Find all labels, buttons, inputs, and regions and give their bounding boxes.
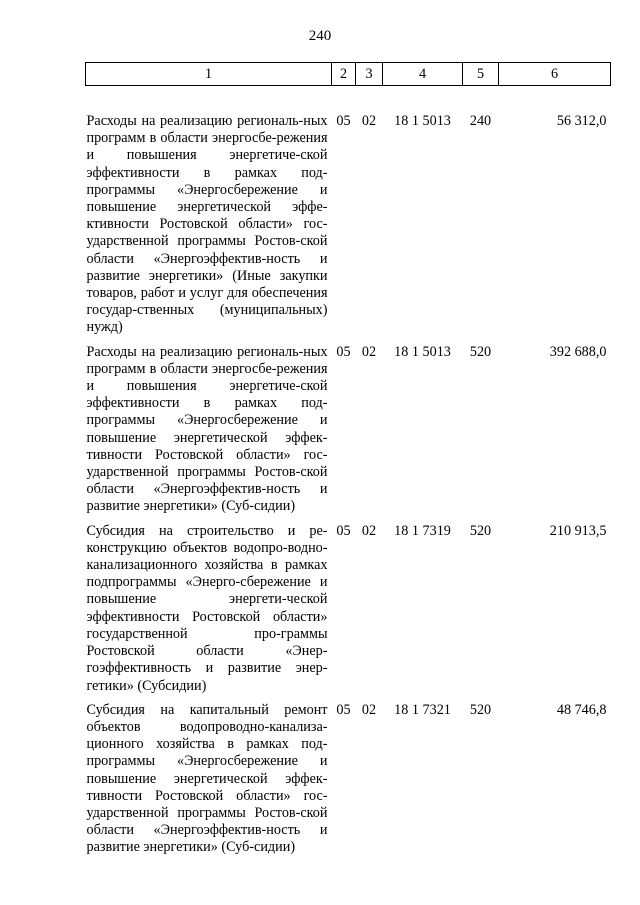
row-subsection: 02 — [361, 522, 377, 539]
row-description: Субсидия на строительство и ре-конструкцию объектов водопро-водно-канализационного хозяйства в рамках подпрограммы «Энерго-сбережение и повышение энергети-ческой эффективности Ростовской области» государственной про-граммы Ростовской области «Энер-гоэффективность и развитие энер-гетики» (Субсидии) — [86, 522, 328, 694]
row-description: Субсидия на капитальный ремонт объектов водопроводно-канализа-ционного хозяйства в рамках под-программы «Энергосбережение и повышение энергетической эффек-тивности Ростовской области» гос-ударственной программы Ростов-ской области «Энергоэффектив-ность и развитие энергетики» (Суб-сидии) — [86, 701, 328, 856]
row-expense-type: 520 — [469, 522, 492, 539]
row-section: 05 — [336, 522, 351, 539]
row-section: 05 — [336, 343, 351, 360]
table-row — [86, 337, 611, 516]
row-target-article: 18 1 5013 — [394, 113, 451, 129]
column-header-3: 3 — [356, 63, 383, 86]
row-subsection: 02 — [361, 701, 377, 718]
row-amount: 210 913,5 — [549, 522, 607, 539]
table-row — [86, 86, 611, 337]
header-row — [86, 63, 611, 86]
row-section: 05 — [336, 113, 351, 129]
row-target-article: 18 1 7319 — [394, 522, 451, 539]
budget-table — [85, 62, 611, 857]
row-amount: 392 688,0 — [549, 343, 607, 360]
column-header-1: 1 — [86, 63, 332, 86]
row-section: 05 — [336, 701, 351, 718]
page-number: 240 — [308, 28, 332, 44]
row-description: Расходы на реализацию региональ-ных программ в области энергосбе-режения и повышения энергетиче-ской эффективности в рамках под-программы «Энергосбережение и повышение энергетической эффек-тивности Ростовской области» гос-ударственной программы Ростов-ской области «Энергоэффектив-ность и развитие энергетики» (Суб-сидии) — [86, 343, 328, 515]
row-amount: 56 312,0 — [556, 113, 607, 129]
row-description: Расходы на реализацию региональ-ных программ в области энергосбе-режения и повышения энергетиче-ской эффективности в рамках под-программы «Энергосбережение и повышение энергетической эффе-ктивности Ростовской области» гос-ударственной программы Ростов-ской области «Энергоэффектив-ность и развитие энергетики» (Иные закупки товаров, работ и услуг для обеспечения государ-ственных (муниципальных) нужд) — [86, 113, 328, 336]
column-header-2: 2 — [332, 63, 356, 86]
column-header-4: 4 — [383, 63, 463, 86]
row-expense-type: 520 — [469, 343, 492, 360]
row-subsection: 02 — [361, 343, 377, 360]
row-subsection: 02 — [361, 113, 377, 129]
table-row — [86, 516, 611, 695]
column-header-6: 6 — [499, 63, 611, 86]
row-target-article: 18 1 7321 — [394, 701, 451, 718]
row-expense-type: 240 — [469, 113, 492, 129]
column-header-5: 5 — [463, 63, 499, 86]
table-row — [86, 695, 611, 857]
row-expense-type: 520 — [469, 701, 492, 718]
row-amount: 48 746,8 — [556, 701, 607, 718]
row-target-article: 18 1 5013 — [394, 343, 451, 360]
